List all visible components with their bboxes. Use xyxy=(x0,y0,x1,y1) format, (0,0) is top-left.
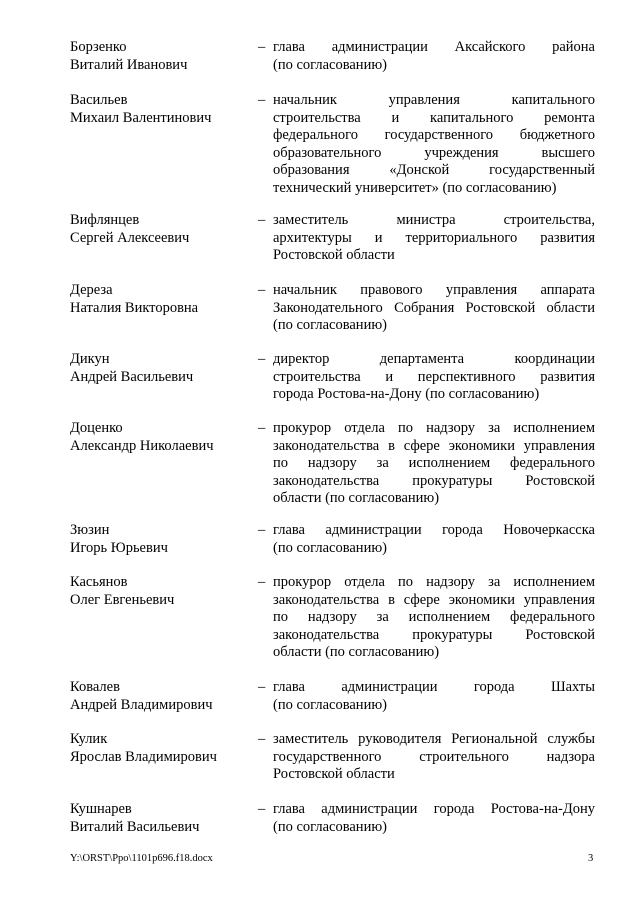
member-surname: Касьянов xyxy=(70,574,128,590)
position-line: (по согласованию) xyxy=(273,818,387,835)
position-line: строительства и капитального ремонта xyxy=(273,109,595,126)
member-surname: Зюзин xyxy=(70,522,110,538)
position-line: (по согласованию) xyxy=(273,317,387,334)
member-name xyxy=(70,522,255,557)
entry-dash: – xyxy=(258,92,266,108)
member-given-names: Сергей Алексеевич xyxy=(70,229,190,246)
member-surname: Васильев xyxy=(70,92,128,108)
member-name xyxy=(70,574,255,609)
position-line: Законодательного Собрания Ростовской области xyxy=(273,299,595,316)
member-surname: Борзенко xyxy=(70,39,127,55)
position-line: строительства и перспективного развития xyxy=(273,368,595,385)
member-position xyxy=(273,574,595,662)
entry-dash: – xyxy=(258,351,266,367)
member-given-names: Виталий Васильевич xyxy=(70,818,200,835)
position-line: прокурор отдела по надзору за исполнением xyxy=(273,574,595,590)
position-line: города Ростова-на-Дону (по согласованию) xyxy=(273,386,540,403)
position-line: технический университет» (по согласованию) xyxy=(273,179,557,196)
position-line: (по согласованию) xyxy=(273,696,387,713)
position-line: области (по согласованию) xyxy=(273,644,440,661)
position-line: законодательства прокуратуры Ростовской xyxy=(273,626,595,643)
member-position xyxy=(273,351,595,404)
member-position xyxy=(273,801,595,836)
position-line: Ростовской области xyxy=(273,766,395,783)
member-name xyxy=(70,731,255,766)
position-line: законодательства в сфере экономики управления xyxy=(273,591,595,608)
member-name xyxy=(70,212,255,247)
member-name xyxy=(70,39,255,74)
entry-dash: – xyxy=(258,574,266,590)
entry-dash: – xyxy=(258,39,266,55)
member-position xyxy=(273,282,595,335)
member-position xyxy=(273,212,595,265)
member-position xyxy=(273,92,595,198)
member-given-names: Виталий Иванович xyxy=(70,56,188,73)
member-given-names: Александр Николаевич xyxy=(70,437,214,454)
member-given-names: Наталия Викторовна xyxy=(70,299,199,316)
member-position xyxy=(273,679,595,714)
position-line: глава администрации города Новочеркасска xyxy=(273,522,595,538)
entry-dash: – xyxy=(258,282,266,298)
entry-dash: – xyxy=(258,679,266,695)
member-position xyxy=(273,522,595,557)
member-name xyxy=(70,92,255,127)
position-line: государственного строительного надзора xyxy=(273,748,595,765)
position-line: по надзору за исполнением федерального xyxy=(273,609,595,626)
position-line: федерального государственного бюджетного xyxy=(273,127,595,144)
member-name xyxy=(70,351,255,386)
entry-dash: – xyxy=(258,212,266,228)
member-surname: Дикун xyxy=(70,351,110,367)
entry-dash: – xyxy=(258,420,266,436)
member-surname: Вифлянцев xyxy=(70,212,140,228)
position-line: архитектуры и территориального развития xyxy=(273,229,595,246)
member-name xyxy=(70,282,255,317)
member-surname: Дереза xyxy=(70,282,113,298)
position-line: (по согласованию) xyxy=(273,539,387,556)
position-line: (по согласованию) xyxy=(273,56,387,73)
position-line: глава администрации города Шахты xyxy=(273,679,595,695)
member-position xyxy=(273,420,595,508)
member-position xyxy=(273,39,595,74)
page-number: 3 xyxy=(588,853,594,864)
member-surname: Кулик xyxy=(70,731,108,747)
member-given-names: Михаил Валентинович xyxy=(70,109,212,126)
position-line: образования «Донской государственный xyxy=(273,162,595,179)
position-line: образовательного учреждения высшего xyxy=(273,144,595,161)
member-given-names: Олег Евгеньевич xyxy=(70,591,175,608)
member-name xyxy=(70,679,255,714)
entry-dash: – xyxy=(258,522,266,538)
position-line: начальник правового управления аппарата xyxy=(273,282,595,298)
position-line: законодательства в сфере экономики управления xyxy=(273,437,595,454)
position-line: области (по согласованию) xyxy=(273,490,440,507)
position-line: законодательства прокуратуры Ростовской xyxy=(273,472,595,489)
entry-dash: – xyxy=(258,731,266,747)
member-surname: Доценко xyxy=(70,420,123,436)
position-line: заместитель руководителя Региональной службы xyxy=(273,731,595,747)
position-line: Ростовской области xyxy=(273,247,395,264)
position-line: по надзору за исполнением федерального xyxy=(273,455,595,472)
position-line: прокурор отдела по надзору за исполнением xyxy=(273,420,595,436)
member-surname: Кушнарев xyxy=(70,801,132,817)
position-line: заместитель министра строительства, xyxy=(273,212,595,228)
position-line: глава администрации города Ростова-на-Дону xyxy=(273,801,595,817)
member-given-names: Андрей Владимирович xyxy=(70,696,213,713)
member-name xyxy=(70,801,255,836)
position-line: глава администрации Аксайского района xyxy=(273,39,595,55)
member-given-names: Андрей Васильевич xyxy=(70,368,194,385)
position-line: начальник управления капитального xyxy=(273,92,595,108)
entry-dash: – xyxy=(258,801,266,817)
footer-file-path: Y:\ORST\Ppo\1101p696.f18.docx xyxy=(70,853,213,864)
member-position xyxy=(273,731,595,784)
member-name xyxy=(70,420,255,455)
member-given-names: Игорь Юрьевич xyxy=(70,539,168,556)
member-given-names: Ярослав Владимирович xyxy=(70,748,217,765)
position-line: директор департамента координации xyxy=(273,351,595,367)
member-surname: Ковалев xyxy=(70,679,120,695)
